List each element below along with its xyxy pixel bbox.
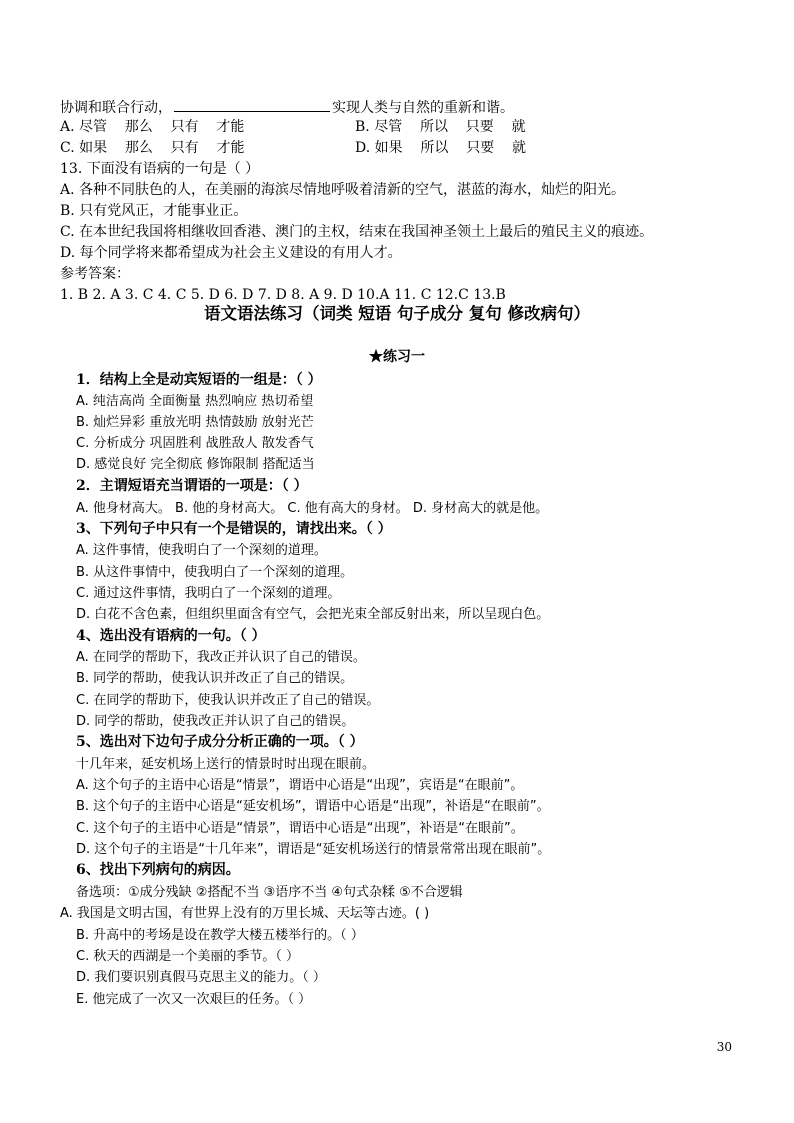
page-title: 语文语法练习（词类 短语 句子成分 复句 修改病句）: [204, 304, 590, 323]
question-6-option-a: A. 我国是文明古国，有世界上没有的万里长城、天坛等古迹。( ): [60, 906, 430, 921]
question-13-option-a: A. 各种不同肤色的人，在美丽的海滨尽情地呼吸着清新的空气，湛蓝的海水，灿烂的阳光。: [60, 182, 626, 198]
option-d: D. 如果 所以 只要 就: [355, 140, 527, 156]
continued-question-line: [60, 97, 514, 119]
question-2-options: A. 他身材高大。 B. 他的身材高大。 C. 他有高大的身材。 D. 身材高大的就是他。: [76, 501, 549, 516]
question-5-option-c: C. 这个句子的主语中心语是“情景”，谓语中心语是“出现”，补语是“在眼前”。: [76, 821, 524, 836]
question-4-option-a: A. 在同学的帮助下，我改正并认识了自己的错误。: [76, 650, 366, 665]
option-row: [355, 138, 526, 159]
question-4-option-d: D. 同学的帮助，使我改正并认识了自己的错误。: [76, 714, 355, 729]
option-row: [60, 117, 244, 138]
fill-blank: [174, 97, 330, 112]
question-4-option-b: B. 同学的帮助，使我认识并改正了自己的错误。: [76, 671, 354, 686]
answers-label: 参考答案：: [60, 266, 130, 282]
question-13-option-b: B. 只有党风正，才能事业正。: [60, 203, 248, 219]
question-1-option-d: D. 感觉良好 完全彻底 修饰限制 搭配适当: [76, 457, 315, 472]
answer-key: 1. B 2. A 3. C 4. C 5. D 6. D 7. D 8. A 9. D 10.A 11. C 12.C 13.B: [60, 287, 506, 303]
question-3-option-a: A. 这件事情，使我明白了一个深刻的道理。: [76, 543, 327, 558]
text: 实现人类与自然的重新和谐。: [332, 100, 514, 116]
option-row: [355, 117, 526, 138]
question-5-option-a: A. 这个句子的主语中心语是“情景”，谓语中心语是“出现”，宾语是“在眼前”。: [76, 778, 524, 793]
option-row: [60, 138, 245, 159]
question-6-stem: 6、找出下列病句的病因。: [76, 862, 240, 878]
question-13-stem: 13. 下面没有语病的一句是（ ）: [60, 161, 260, 177]
option-b: B. 尽管 所以 只要 就: [355, 119, 526, 135]
question-1-option-a: A. 纯洁高尚 全面衡量 热烈响应 热切希望: [76, 394, 314, 409]
question-13-option-c: C. 在本世纪我国将相继收回香港、澳门的主权，结束在我国神圣领土上最后的殖民主义的痕迹。: [60, 224, 654, 240]
question-5-option-d: D. 这个句子的主语是“十几年来”，谓语是“延安机场送行的情景常常出现在眼前”。: [76, 842, 551, 857]
question-6-option-d: D. 我们要识别真假马克思主义的能力。（ ）: [76, 970, 326, 985]
question-6-option-c: C. 秋天的西湖是一个美丽的季节。（ ）: [76, 949, 299, 964]
question-3-stem: 3、下列句子中只有一个是错误的，请找出来。（ ）: [76, 521, 392, 537]
question-4-option-c: C. 在同学的帮助下，使我认识并改正了自己的错误。: [76, 693, 380, 708]
question-6-choices: 备选项：①成分残缺 ②搭配不当 ③语序不当 ④句式杂糅 ⑤不合逻辑: [76, 885, 463, 900]
option-a: A. 尽管 那么 只有 才能: [60, 119, 245, 135]
question-5-stem: 5、选出对下边句子成分分析正确的一项。（ ）: [76, 734, 364, 750]
question-5-sentence: 十几年来，延安机场上送行的情景时时出现在眼前。: [76, 757, 376, 772]
question-6-option-b: B. 升高中的考场是设在教学大楼五楼举行的。（ ）: [76, 928, 364, 943]
question-2-stem: 2．主谓短语充当谓语的一项是：（ ）: [76, 478, 308, 494]
question-13-option-d: D. 每个同学将来都希望成为社会主义建设的有用人才。: [60, 245, 402, 261]
question-1-option-c: C. 分析成分 巩固胜利 战胜敌人 散发香气: [76, 436, 314, 451]
question-1-stem: 1．结构上全是动宾短语的一组是：（ ）: [76, 372, 322, 388]
question-6-option-e: E. 他完成了一次又一次艰巨的任务。（ ）: [76, 992, 312, 1007]
question-3-option-d: D. 白花不含色素，但组织里面含有空气，会把光束全部反射出来，所以呈现白色。: [76, 607, 550, 622]
section-title: ★练习一: [369, 349, 425, 365]
page-number: 30: [716, 1040, 732, 1054]
text: 协调和联合行动，: [60, 100, 172, 116]
question-3-option-c: C. 通过这件事情，我明白了一个深刻的道理。: [76, 586, 341, 601]
question-3-option-b: B. 从这件事情中，使我明白了一个深刻的道理。: [76, 565, 354, 580]
question-1-option-b: B. 灿烂异彩 重放光明 热情鼓励 放射光芒: [76, 415, 314, 430]
question-5-option-b: B. 这个句子的主语中心语是“延安机场”，谓语中心语是“出现”，补语是“在眼前”。: [76, 799, 550, 814]
option-c: C. 如果 那么 只有 才能: [60, 140, 245, 156]
question-4-stem: 4、选出没有语病的一句。（ ）: [76, 628, 266, 644]
